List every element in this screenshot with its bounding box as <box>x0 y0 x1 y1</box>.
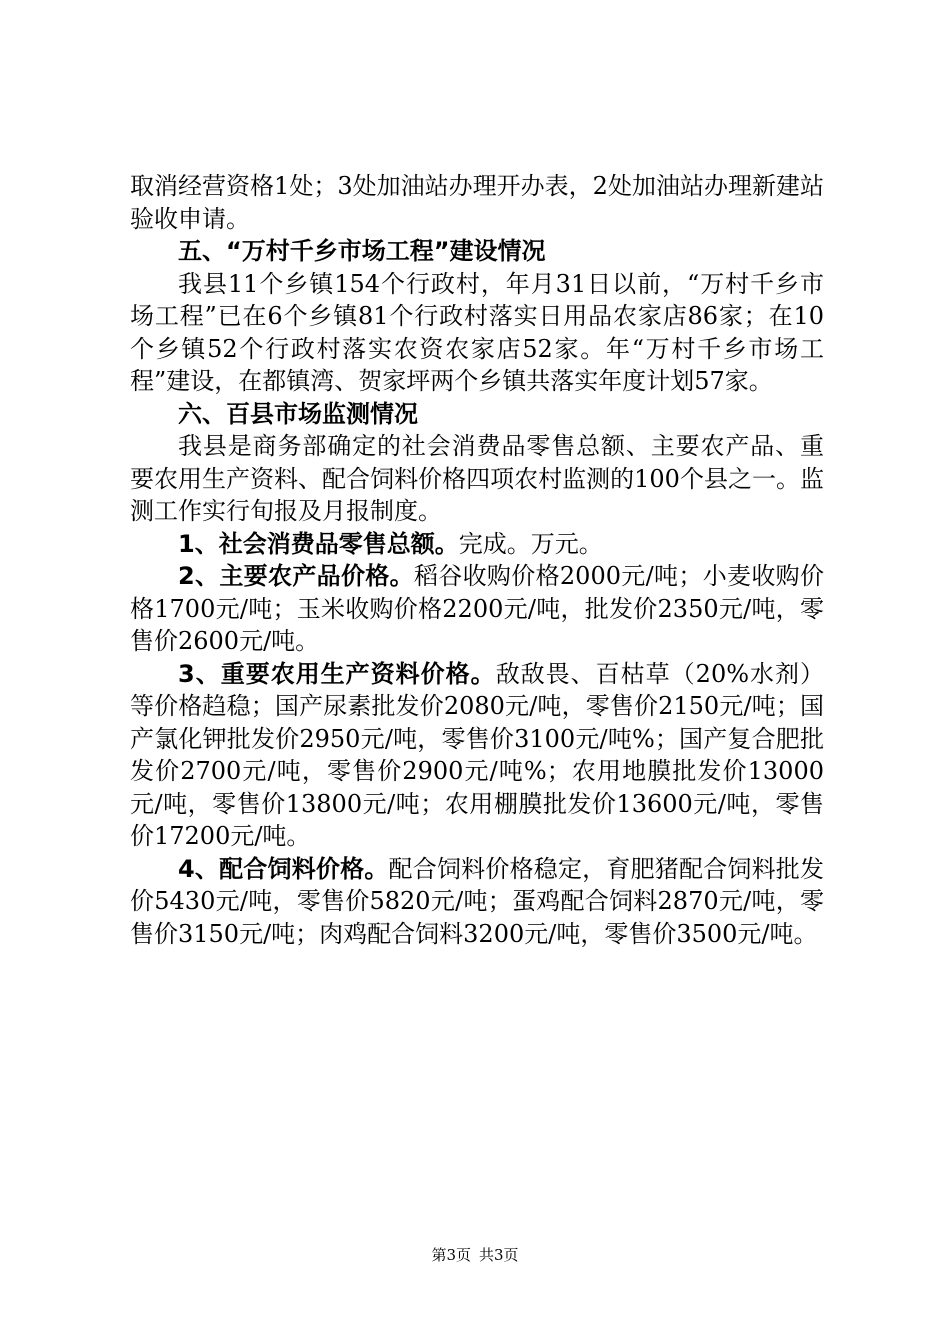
list-item-lead: 3、重要农用生产资料价格。 <box>178 659 496 688</box>
list-item <box>130 658 824 853</box>
list-item-text: 配合饲料价格稳定，育肥猪配合饲料批发价5430元/吨，零售价5820元/吨；蛋鸡配合饲料2870元/吨，零售价3150元/吨；肉鸡配合饲料3200元/吨，零售价3500元/吨。 <box>130 854 825 948</box>
section-heading-5: 五、“万村千乡市场工程”建设情况 <box>178 237 546 265</box>
list-item-text: 稻谷收购价格2000元/吨；小麦收购价格1700元/吨；玉米收购价格2200元/吨，批发价2350元/吨，零售价2600元/吨。 <box>130 562 824 655</box>
section-heading-6: 六、百县市场监测情况 <box>178 399 418 428</box>
list-item <box>130 560 824 658</box>
page-total: 共3页 <box>479 1246 519 1264</box>
page-number: 第3页 <box>431 1246 471 1264</box>
document-body <box>130 170 824 950</box>
list-item <box>130 853 824 951</box>
list-item-lead: 1、社会消费品零售总额。 <box>178 529 459 558</box>
list-item-text: 完成。万元。 <box>458 529 603 558</box>
page-footer <box>0 1244 950 1265</box>
paragraph-intro: 取消经营资格1处；3处加油站办理开办表，2处加油站办理新建站验收申请。 <box>130 172 824 233</box>
list-item <box>130 528 824 561</box>
list-item-lead: 2、主要农产品价格。 <box>178 562 414 590</box>
list-item-lead: 4、配合饲料价格。 <box>178 854 389 883</box>
paragraph-section-6: 我县是商务部确定的社会消费品零售总额、主要农产品、重要农用生产资料、配合饲料价格四项农村监测的100个县之一。监测工作实行旬报及月报制度。 <box>130 432 824 525</box>
paragraph-section-5: 我县11个乡镇154个行政村，年月31日以前，“万村千乡市场工程”已在6个乡镇81个行政村落实日用品农家店86家；在10个乡镇52个行政村落实农资农家店52家。年“万村千乡市场工程”建设，在都镇湾、贺家坪两个乡镇共落实年度计划57家。 <box>130 269 824 395</box>
list-item-text: 敌敌畏、百枯草（20%水剂）等价格趋稳；国产尿素批发价2080元/吨，零售价2150元/吨；国产氯化钾批发价2950元/吨，零售价3100元/吨%；国产复合肥批发价2700元/吨，零售价2900元/吨%；农用地膜批发价13000元/吨，零售价13800元/吨；农用棚膜批发价13600元/吨，零售价17200元/吨。 <box>130 659 825 850</box>
